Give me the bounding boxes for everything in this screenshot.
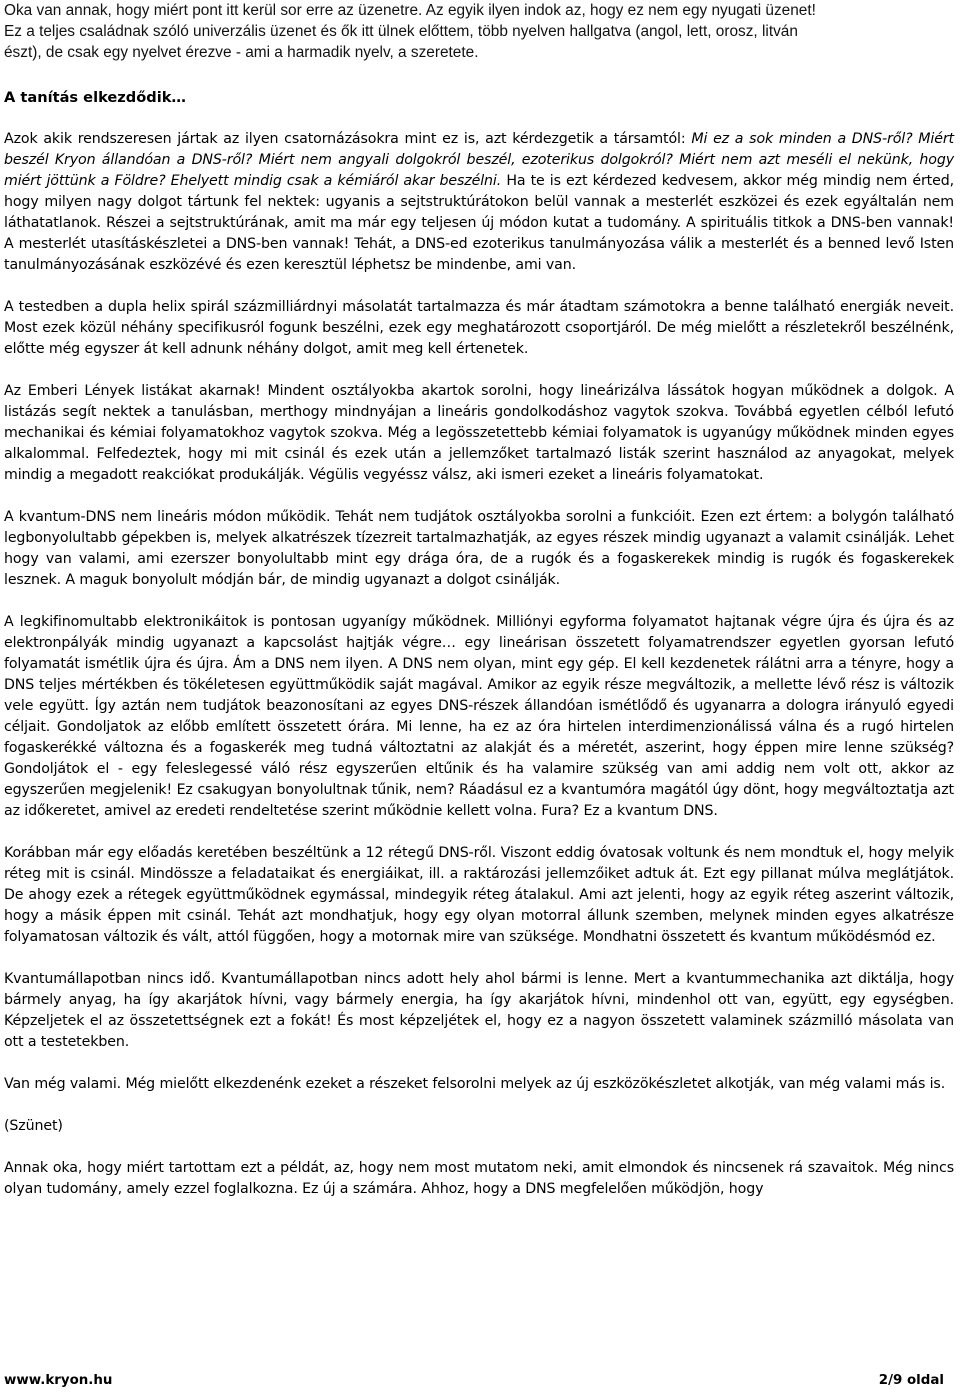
section-heading: A tanítás elkezdődik…: [4, 89, 187, 106]
footer-site: www.kryon.hu: [4, 1373, 113, 1388]
paragraph-quote: Mi ez a sok minden a DNS-ről? Miért beszél Kryon állandóan a DNS-ről? Miért nem angyali dolgokról beszél, ezoterikus dolgokról? Miért nem azt meséli el nekünk, hogy miért jöttünk a Földre? Ehelyett mindig csak a kémiáról akar beszélni.: [4, 131, 954, 189]
paragraph: A legkifinomultabb elektronikáitok is pontosan ugyanígy működnek. Milliónyi egyforma folyamatot hajtanak végre újra és újra és az elektronpályák mindig ugyanazt a kapcsolást hajtják végre… egy lineárisan összetett folyamatrendszer egyetlen gyorsan lefutó folyamatát ismétlik újra és újra. Ám a DNS nem ilyen. A DNS nem olyan, mint egy gép. El kell kezdenetek rálátni arra a tényre, hogy a DNS teljes mértékben és tökéletesen együttműködik saját magával. Amikor az egyik része megváltozik, a mellette lévő rész is változik vele együtt. Így aztán nem tudjátok beazonosítani az egyes DNS-részek állandóan ismétlődő és ugyanarra a dologra irányuló egyedi céljait. Gondoljatok az előbb említett összetett órára. Mi lenne, ha ez az óra hirtelen interdimenzionálissá válna és a rugó hirtelen fogaskerékké változna és a fogaskerék meg tudná változtatni az alakját és a méretét, aszerint, hogy éppen mire lenne szükség? Gondoljátok el - egy feleslegessé váló rész egyszerűen eltűnik és ha valamire szükség van ami addig nem volt ott, akkor az egyszerűen megjelenik! Ez csakugyan bonyolultnak tűnik, nem? Ráadásul ez a kvantumóra magától úgy dönt, hogy megváltoztatja azt az időkeretet, amivel az eredeti rendeltetése szerint működnie kellett volna. Fura? Ez a kvantum DNS.: [4, 614, 954, 819]
intro-line: Oka van annak, hogy miért pont itt kerül sor erre az üzenetre. Az egyik ilyen indok az, hogy ez nem egy nyugati üzenet!: [4, 2, 816, 19]
paragraph: Van még valami. Még mielőtt elkezdenénk ezeket a részeket felsorolni melyek az új eszközökészletet alkotják, van még valami más is.: [4, 1076, 946, 1092]
body-text: [4, 129, 954, 1200]
intro-line: észt), de csak egy nyelvet érezve - ami a harmadik nyelv, a szeretete.: [4, 44, 479, 61]
footer-page-number: 2/9 oldal: [878, 1373, 944, 1388]
paragraph: A kvantum-DNS nem lineáris módon működik. Tehát nem tudjátok osztályokba sorolni a funkcióit. Ezen ezt értem: a bolygón található legbonyolultabb gépekben is, melyek alkatrészek tízezreit tartalmazhatják, az egyes részek mindig ugyanazt a valamit csinálják. Lehet hogy van valami, ami ezerszer bonyolultabb mint egy drága óra, de a rugók és a fogaskerekek mindig is rugók és fogaskerekek lesznek. A maguk bonyolult módján bár, de mindig ugyanazt a dolgot csinálják.: [4, 509, 954, 588]
paragraph-rest: Ha te is ezt kérdezed kedvesem, akkor még mindig nem érted, hogy milyen nagy dolgot tártunk fel nektek: ugyanis a sejtstruktúrátokon belül vannak a mesterlét eszközei és ezek egyáltalán nem láthatatlanok. Részei a sejtstruktúrának, amit ma már egy teljesen új módon kutat a tudomány. A spirituális titkok a DNS-ben vannak! A mesterlét utasításkészletei a DNS-ben vannak! Tehát, a DNS-ed ezoterikus tanulmányozása válik a mesterlét és a benned levő Isten tanulmányozásának eszközévé és ezen keresztül léphetsz be mindenbe, ami van.: [4, 173, 954, 273]
paragraph: Az Emberi Lények listákat akarnak! Mindent osztályokba akartok sorolni, hogy lineárizálva lássátok hogyan működnek a dolgok. A listázás segít nektek a tanulásban, merthogy mindnyájan a lineáris gondolkodáshoz vagytok szokva. Továbbá egyetlen célból lefutó mechanikai és kémiai folyamatokhoz vagytok szokva. Még a legösszetettebb kémiai folyamatok is ugyanúgy működnek minden egyes alkalommal. Felfedeztek, hogy mi mit csinál és ezek után a jellemzőket tartalmazó listák szerint használod az anyagokat, melyek mindig a megadott reakciókat produkálják. Végülis vegyéssz válsz, aki ismeri ezeket a lineáris folyamatokat.: [4, 383, 954, 483]
paragraph: Annak oka, hogy miért tartottam ezt a példát, az, hogy nem most mutatom neki, amit elmondok és nincsenek rá szavaitok. Még nincs olyan tudomány, amely ezzel foglalkozna. Ez új a számára. Ahhoz, hogy a DNS megfelelően működjön, hogy: [4, 1160, 954, 1197]
paragraph-lead: Azok akik rendszeresen jártak az ilyen csatornázásokra mint ez is, azt kérdezgetik a társamtól:: [4, 131, 692, 147]
paragraph-pause: (Szünet): [4, 1118, 63, 1134]
intro-line: Ez a teljes családnak szóló univerzális üzenet és ők itt ülnek előttem, több nyelven hallgatva (angol, lett, orosz, litván: [4, 23, 798, 40]
paragraph: Kvantumállapotban nincs idő. Kvantumállapotban nincs adott hely ahol bármi is lenne. Mert a kvantummechanika azt diktálja, hogy bármely anyag, ha így akarjátok hívni, vagy bármely energia, ha így akarjátok hívni, mindenhol ott van, együtt, egy egységben. Képzeljetek el az összetettségnek ezt a fokát! És most képzeljétek el, hogy ez a nagyon összetett valaminek százmilló másolata van ott a testetekben.: [4, 971, 954, 1050]
paragraph-intro-questions: [4, 129, 954, 276]
intro-block: [4, 0, 952, 63]
paragraph: Korábban már egy előadás keretében beszéltünk a 12 rétegű DNS-ről. Viszont eddig óvatosak voltunk és nem mondtuk el, hogy melyik réteg mit is csinál. Mindössze a feladataikat és energiáikat, ill. a raktározási jellemzőiket adtuk át. Ezt egy pillanat múlva meglátjátok. De ahogy ezek a rétegek együttműködnek egymással, mindegyik réteg átalakul. Ami azt jelenti, hogy az egyik réteg aszerint változik, hogy a másik éppen mit csinál. Tehát azt mondhatjuk, hogy egy olyan motorral állunk szemben, melynek minden egyes alkatrésze folyamatosan változik és vált, attól függően, hogy a motornak mire van szüksége. Mondhatni összetett és kvantum működésmód ez.: [4, 845, 954, 945]
paragraph: A testedben a dupla helix spirál százmilliárdnyi másolatát tartalmazza és már átadtam számotokra a benne található energiák neveit. Most ezek közül néhány specifikusról fogunk beszélni, ezek egy meghatározott csoportjáról. De még mielőtt a részletekről beszélnénk, előtte még egyszer át kell adnunk néhány dolgot, amit meg kell értenetek.: [4, 299, 954, 357]
